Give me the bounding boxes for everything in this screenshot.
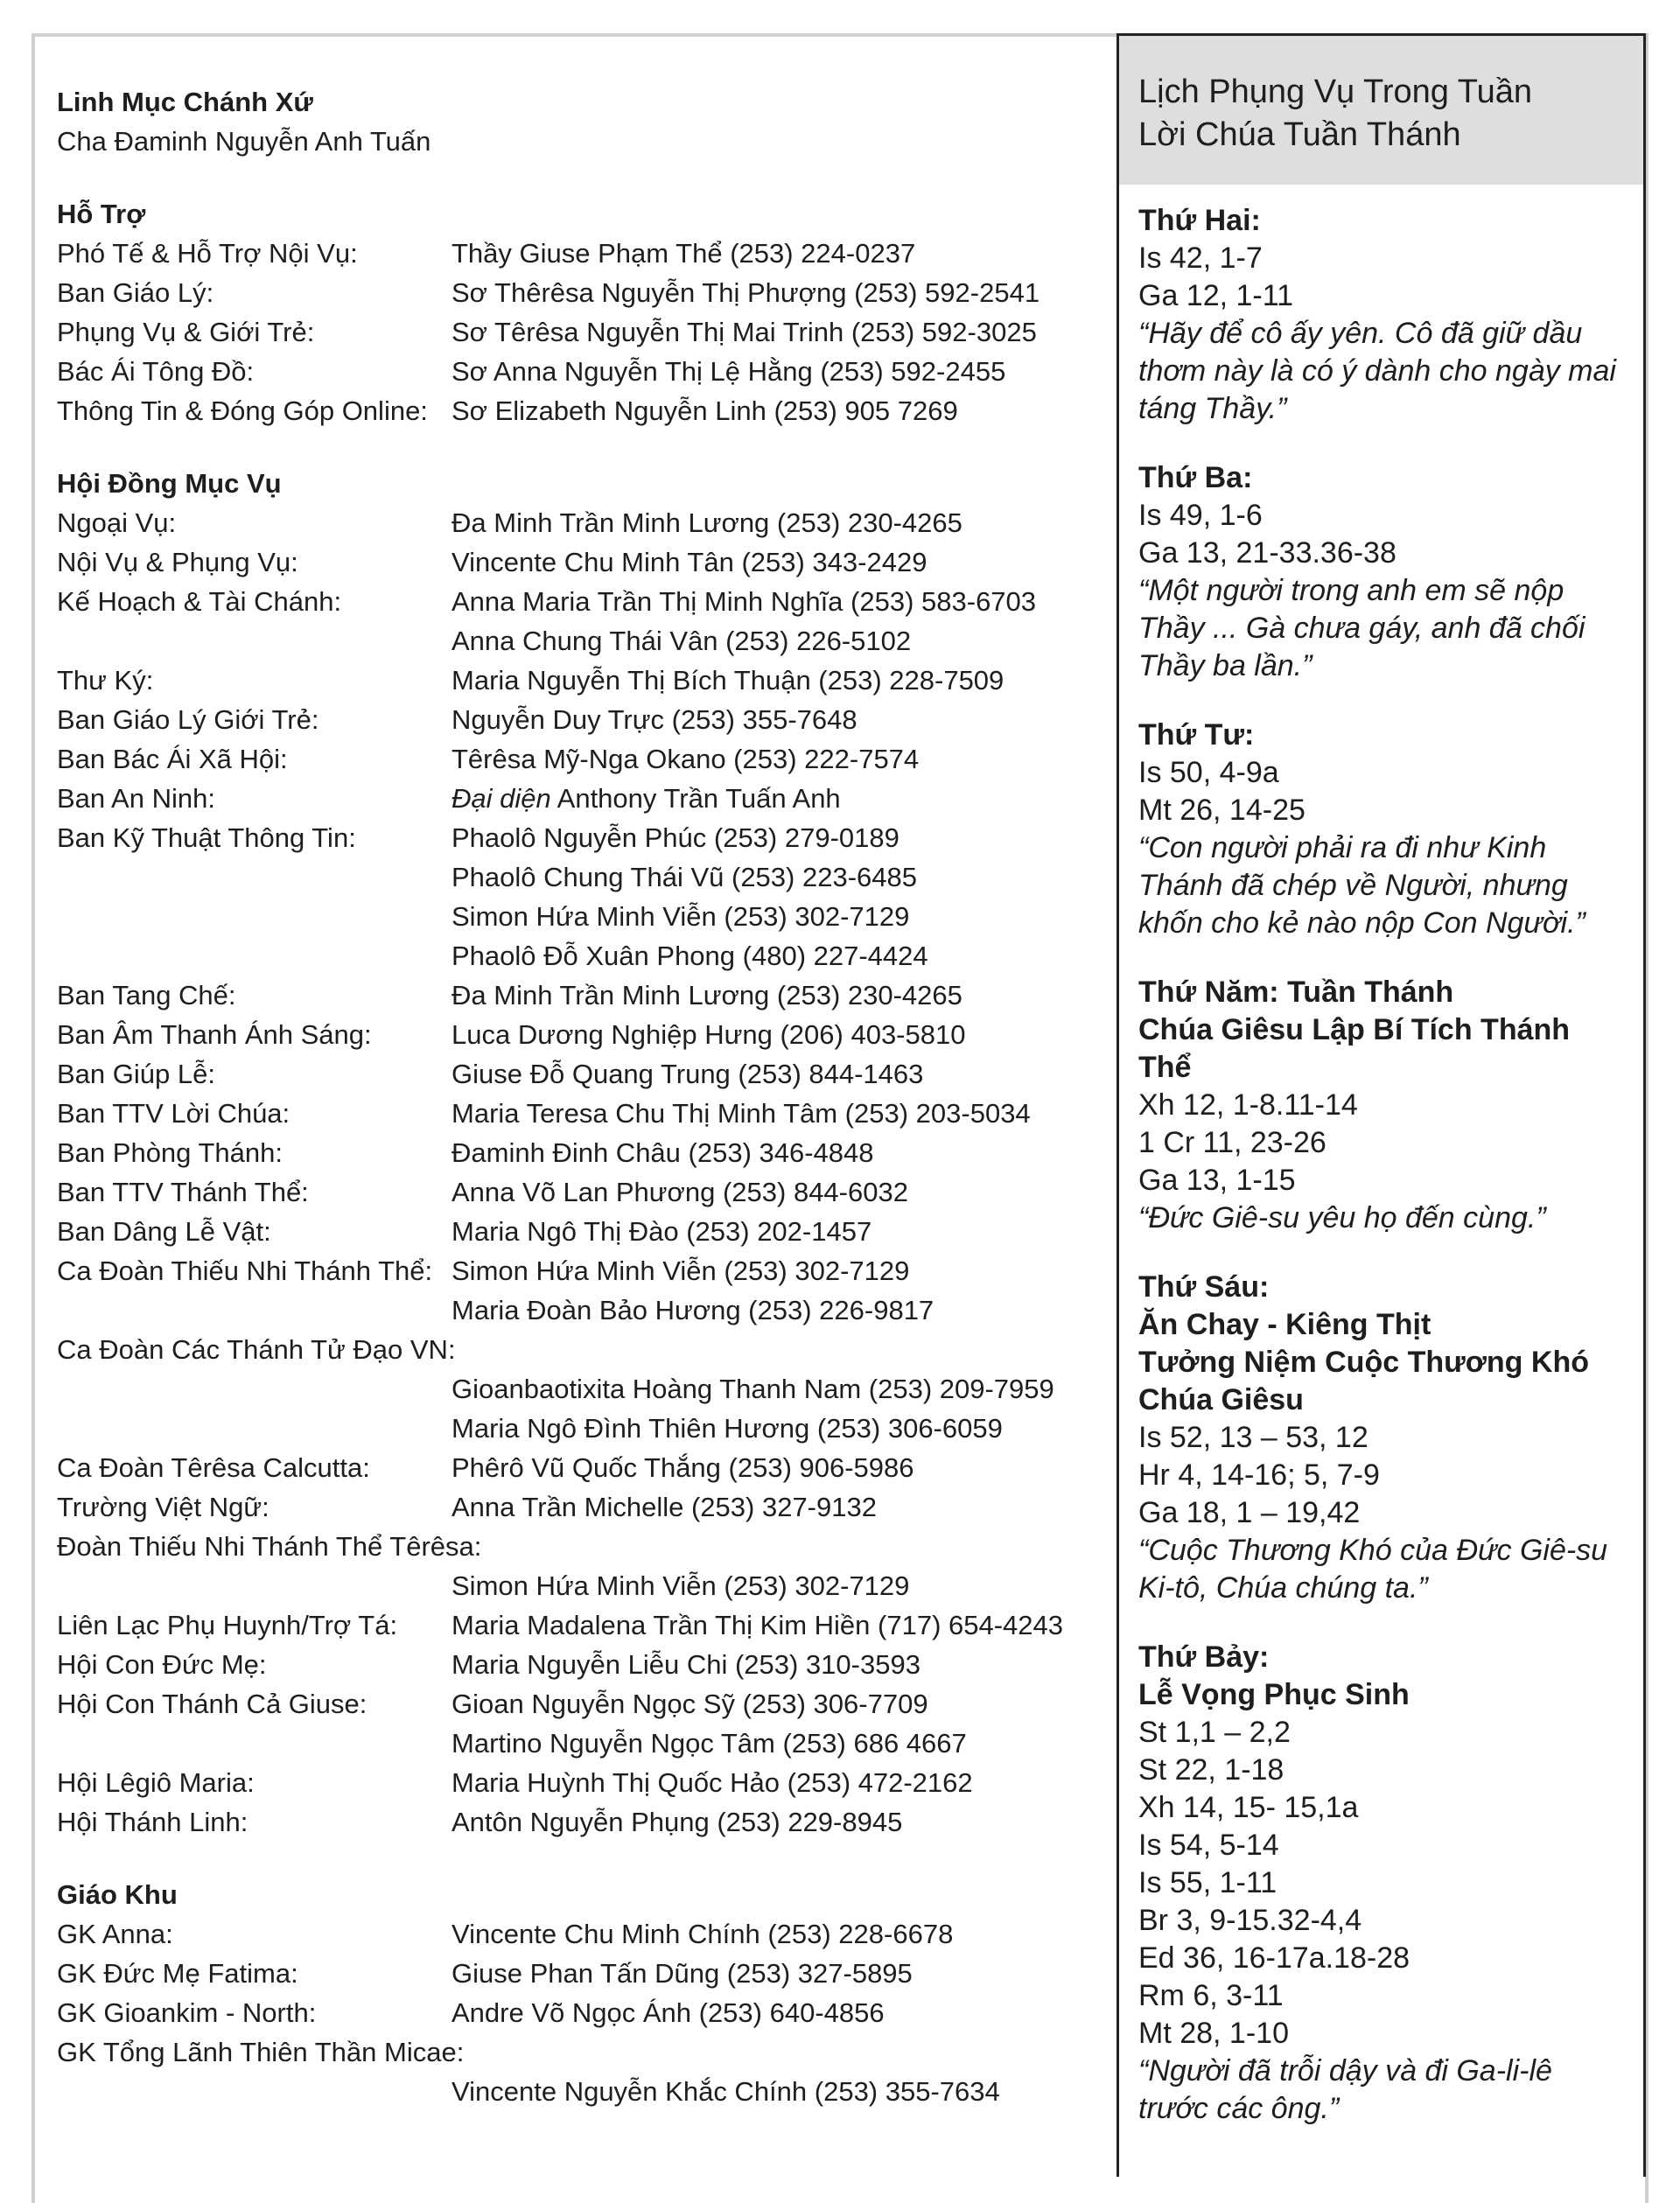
role-label: Ca Đoàn Thiếu Nhi Thánh Thể: bbox=[57, 1255, 433, 1286]
pastor-section bbox=[57, 82, 1107, 161]
liturgy-title-line1: Lịch Phụng Vụ Trong Tuần bbox=[1138, 73, 1532, 110]
contact-person: Maria Ngô Thị Đào (253) 202-1457 bbox=[452, 1216, 872, 1247]
role-label: Ban Giáo Lý: bbox=[57, 277, 214, 308]
scripture-reading: Xh 14, 15- 15,1a bbox=[1138, 1791, 1359, 1824]
contact-person: Sơ Têrêsa Nguyễn Thị Mai Trinh (253) 592-3025 bbox=[452, 317, 1037, 347]
role-label: Hội Con Thánh Cả Giuse: bbox=[57, 1689, 368, 1719]
scripture-reading: Ga 12, 1-11 bbox=[1138, 279, 1294, 312]
liturgy-day bbox=[1138, 717, 1624, 942]
council-row bbox=[57, 503, 1107, 542]
council-row bbox=[57, 1172, 1107, 1212]
council-row bbox=[57, 1448, 1107, 1487]
contact-person: Maria Nguyễn Liễu Chi (253) 310-3593 bbox=[452, 1649, 920, 1680]
contact-person: Têrêsa Mỹ-Nga Okano (253) 222-7574 bbox=[452, 744, 920, 774]
support-row bbox=[57, 391, 1107, 430]
contact-person: Vincente Nguyễn Khắc Chính (253) 355-7634 bbox=[452, 2076, 1000, 2107]
contact-person: Antôn Nguyễn Phụng (253) 229-8945 bbox=[452, 1807, 903, 1837]
role-label: GK Anna: bbox=[57, 1919, 173, 1949]
council-row bbox=[57, 1566, 1107, 1605]
contact-person: Martino Nguyễn Ngọc Tâm (253) 686 4667 bbox=[452, 1728, 967, 1759]
day-heading: Thứ Hai: bbox=[1138, 204, 1261, 237]
contact-person: Đa Minh Trần Minh Lương (253) 230-4265 bbox=[452, 980, 962, 1011]
council-row bbox=[57, 582, 1107, 621]
contact-person: Gioanbaotixita Hoàng Thanh Nam (253) 209-7959 bbox=[452, 1374, 1054, 1404]
council-row bbox=[57, 1133, 1107, 1172]
contact-person: Maria Đoàn Bảo Hương (253) 226-9817 bbox=[452, 1295, 934, 1325]
liturgy-day bbox=[1138, 1269, 1624, 1607]
contact-person: Simon Hứa Minh Viễn (253) 302-7129 bbox=[452, 1255, 910, 1286]
council-row bbox=[57, 976, 1107, 1015]
contact-person: Maria Ngô Đình Thiên Hương (253) 306-6059 bbox=[452, 1413, 1003, 1444]
contact-person: Anna Trần Michelle (253) 327-9132 bbox=[452, 1492, 877, 1522]
zones-heading: Giáo Khu bbox=[57, 1879, 178, 1910]
council-row bbox=[57, 700, 1107, 739]
contact-person: Vincente Chu Minh Tân (253) 343-2429 bbox=[452, 547, 928, 577]
contact-person: Sơ Thêrêsa Nguyễn Thị Phượng (253) 592-2541 bbox=[452, 277, 1040, 308]
role-label: Bác Ái Tông Đồ: bbox=[57, 356, 255, 387]
gospel-quote: “Con người phải ra đi như Kinh Thánh đã chép về Người, nhưng khốn cho kẻ nào nộp Con Người.” bbox=[1138, 831, 1586, 940]
role-label: Ban Phòng Thánh: bbox=[57, 1137, 283, 1168]
zone-row bbox=[57, 2072, 1107, 2111]
council-row bbox=[57, 857, 1107, 897]
contact-person: Phêrô Vũ Quốc Thắng (253) 906-5986 bbox=[452, 1452, 914, 1483]
council-row bbox=[57, 1645, 1107, 1684]
role-label: Ban Dâng Lễ Vật: bbox=[57, 1216, 271, 1247]
support-section bbox=[57, 194, 1107, 430]
role-label: Liên Lạc Phụ Huynh/Trợ Tá: bbox=[57, 1610, 398, 1640]
contact-person: Maria Teresa Chu Thị Minh Tâm (253) 203-5034 bbox=[452, 1098, 1031, 1129]
role-label: Ban Kỹ Thuật Thông Tin: bbox=[57, 822, 356, 853]
council-row bbox=[57, 1763, 1107, 1802]
gospel-quote: “Người đã trỗi dậy và đi Ga-li-lê trước các ông.” bbox=[1138, 2054, 1552, 2125]
zone-row bbox=[57, 2032, 1107, 2072]
role-label: Ca Đoàn Têrêsa Calcutta: bbox=[57, 1452, 370, 1483]
contact-person: Phaolô Đỗ Xuân Phong (480) 227-4424 bbox=[452, 941, 928, 971]
role-label: GK Gioankim - North: bbox=[57, 1997, 317, 2028]
role-label: Ngoại Vụ: bbox=[57, 507, 177, 538]
scripture-reading: Ed 36, 16-17a.18-28 bbox=[1138, 1941, 1410, 1975]
gospel-quote: “Một người trong anh em sẽ nộp Thầy ... Gà chưa gáy, anh đã chối Thầy ba lần.” bbox=[1138, 574, 1586, 682]
liturgy-calendar-box bbox=[1116, 33, 1646, 2177]
day-heading: Thứ Tư: bbox=[1138, 718, 1255, 752]
council-row bbox=[57, 1094, 1107, 1133]
scripture-reading: Ga 13, 1-15 bbox=[1138, 1164, 1296, 1197]
role-label: Ban TTV Lời Chúa: bbox=[57, 1098, 290, 1129]
scripture-reading: Xh 12, 1-8.11-14 bbox=[1138, 1088, 1358, 1122]
council-row bbox=[57, 1054, 1107, 1094]
role-label: Ban An Ninh: bbox=[57, 783, 215, 814]
council-row bbox=[57, 1015, 1107, 1054]
gospel-quote: “Hãy để cô ấy yên. Cô đã giữ dầu thơm này là có ý dành cho ngày mai táng Thầy.” bbox=[1138, 317, 1616, 425]
scripture-reading: Is 52, 13 – 53, 12 bbox=[1138, 1421, 1368, 1454]
contact-person: Giuse Phan Tấn Dũng (253) 327-5895 bbox=[452, 1958, 913, 1989]
scripture-reading: Ga 18, 1 – 19,42 bbox=[1138, 1496, 1361, 1529]
council-row bbox=[57, 1487, 1107, 1527]
day-heading: Thứ Bảy: bbox=[1138, 1640, 1270, 1674]
council-row bbox=[57, 779, 1107, 818]
council-row bbox=[57, 1724, 1107, 1763]
scripture-reading: Is 50, 4-9a bbox=[1138, 756, 1279, 789]
day-heading: Chúa Giêsu Lập Bí Tích Thánh Thể bbox=[1138, 1013, 1571, 1084]
contact-person: Đại diện Anthony Trần Tuấn Anh bbox=[452, 783, 841, 814]
scripture-reading: St 1,1 – 2,2 bbox=[1138, 1716, 1291, 1749]
gospel-quote: “Cuộc Thương Khó của Đức Giê-su Ki-tô, Chúa chúng ta.” bbox=[1138, 1534, 1608, 1605]
contact-person: Simon Hứa Minh Viễn (253) 302-7129 bbox=[452, 901, 910, 932]
day-heading: Lễ Vọng Phục Sinh bbox=[1138, 1678, 1410, 1711]
role-label: Hội Con Đức Mẹ: bbox=[57, 1649, 267, 1680]
support-row bbox=[57, 352, 1107, 391]
council-row bbox=[57, 936, 1107, 976]
support-heading: Hỗ Trợ bbox=[57, 199, 146, 229]
scripture-reading: Is 54, 5-14 bbox=[1138, 1829, 1279, 1862]
pastor-heading: Linh Mục Chánh Xứ bbox=[57, 87, 313, 117]
role-label: Ban Tang Chế: bbox=[57, 980, 236, 1011]
contact-person: Đa Minh Trần Minh Lương (253) 230-4265 bbox=[452, 507, 962, 538]
scripture-reading: Is 49, 1-6 bbox=[1138, 499, 1263, 532]
contact-person: Andre Võ Ngọc Ánh (253) 640-4856 bbox=[452, 1997, 885, 2028]
zone-row bbox=[57, 1914, 1107, 1954]
contact-person: Sơ Anna Nguyễn Thị Lệ Hằng (253) 592-2455 bbox=[452, 356, 1006, 387]
contact-person: Phaolô Nguyễn Phúc (253) 279-0189 bbox=[452, 822, 900, 853]
role-label: Ban TTV Thánh Thể: bbox=[57, 1177, 309, 1207]
role-label: Nội Vụ & Phụng Vụ: bbox=[57, 547, 298, 577]
day-heading: Ăn Chay - Kiêng Thịt bbox=[1138, 1308, 1432, 1341]
council-row bbox=[57, 818, 1107, 857]
liturgy-day bbox=[1138, 459, 1624, 685]
support-row bbox=[57, 234, 1107, 273]
role-label: Kế Hoạch & Tài Chánh: bbox=[57, 586, 342, 617]
contact-person: Luca Dương Nghiệp Hưng (206) 403-5810 bbox=[452, 1019, 966, 1050]
day-heading: Tưởng Niệm Cuộc Thương Khó Chúa Giêsu bbox=[1138, 1346, 1589, 1416]
liturgy-header bbox=[1119, 36, 1643, 185]
council-row bbox=[57, 897, 1107, 936]
scripture-reading: Rm 6, 3-11 bbox=[1138, 1979, 1284, 2012]
liturgy-day bbox=[1138, 1639, 1624, 2128]
council-row bbox=[57, 739, 1107, 779]
day-heading: Thứ Sáu: bbox=[1138, 1270, 1270, 1304]
contact-person: Maria Huỳnh Thị Quốc Hảo (253) 472-2162 bbox=[452, 1767, 973, 1798]
council-row bbox=[57, 1369, 1107, 1409]
contact-person: Vincente Chu Minh Chính (253) 228-6678 bbox=[452, 1919, 954, 1949]
support-row bbox=[57, 312, 1107, 352]
contact-person: Thầy Giuse Phạm Thể (253) 224-0237 bbox=[452, 238, 916, 269]
scripture-reading: Mt 26, 14-25 bbox=[1138, 794, 1306, 827]
staff-directory bbox=[57, 82, 1107, 2111]
zone-row bbox=[57, 1993, 1107, 2032]
role-label: Ban Âm Thanh Ánh Sáng: bbox=[57, 1019, 372, 1050]
council-row bbox=[57, 1251, 1107, 1290]
contact-person: Anna Võ Lan Phương (253) 844-6032 bbox=[452, 1177, 908, 1207]
contact-person: Giuse Đỗ Quang Trung (253) 844-1463 bbox=[452, 1059, 924, 1089]
support-row bbox=[57, 273, 1107, 312]
council-section bbox=[57, 464, 1107, 1842]
role-label: Thông Tin & Đóng Góp Online: bbox=[57, 395, 428, 426]
role-label: Phụng Vụ & Giới Trẻ: bbox=[57, 317, 315, 347]
gospel-quote: “Đức Giê-su yêu họ đến cùng.” bbox=[1138, 1201, 1546, 1234]
role-label: Trường Việt Ngữ: bbox=[57, 1492, 270, 1522]
contact-person: Phaolô Chung Thái Vũ (253) 223-6485 bbox=[452, 862, 917, 892]
role-label: Hội Thánh Linh: bbox=[57, 1807, 248, 1837]
liturgy-days bbox=[1119, 185, 1643, 2128]
liturgy-day bbox=[1138, 974, 1624, 1237]
scripture-reading: Ga 13, 21-33.36-38 bbox=[1138, 536, 1396, 570]
role-label: Hội Lêgiô Maria: bbox=[57, 1767, 255, 1798]
scripture-reading: 1 Cr 11, 23-26 bbox=[1138, 1126, 1326, 1159]
scripture-reading: Br 3, 9-15.32-4,4 bbox=[1138, 1904, 1362, 1937]
council-row bbox=[57, 1684, 1107, 1724]
role-label: Đoàn Thiếu Nhi Thánh Thể Têrêsa: bbox=[57, 1531, 482, 1562]
role-label: Thư Ký: bbox=[57, 665, 154, 696]
council-row bbox=[57, 1290, 1107, 1330]
contact-person: Nguyễn Duy Trực (253) 355-7648 bbox=[452, 704, 858, 735]
council-row bbox=[57, 542, 1107, 582]
contact-person: Maria Madalena Trần Thị Kim Hiền (717) 654-4243 bbox=[452, 1610, 1064, 1640]
scripture-reading: St 22, 1-18 bbox=[1138, 1753, 1284, 1787]
council-row bbox=[57, 1527, 1107, 1566]
contact-person: Sơ Elizabeth Nguyễn Linh (253) 905 7269 bbox=[452, 395, 958, 426]
council-row bbox=[57, 1330, 1107, 1369]
contact-person: Gioan Nguyễn Ngọc Sỹ (253) 306-7709 bbox=[452, 1689, 928, 1719]
council-row bbox=[57, 661, 1107, 700]
contact-person: Đaminh Đinh Châu (253) 346-4848 bbox=[452, 1137, 874, 1168]
council-row bbox=[57, 621, 1107, 661]
contact-person: Anna Chung Thái Vân (253) 226-5102 bbox=[452, 626, 912, 656]
contact-person: Maria Nguyễn Thị Bích Thuận (253) 228-7509 bbox=[452, 665, 1004, 696]
representative-label: Đại diện bbox=[452, 783, 551, 814]
role-label: Ban Giúp Lễ: bbox=[57, 1059, 215, 1089]
liturgy-title-line2: Lời Chúa Tuần Thánh bbox=[1138, 116, 1461, 153]
council-row bbox=[57, 1212, 1107, 1251]
council-heading: Hội Đồng Mục Vụ bbox=[57, 468, 282, 499]
contact-person: Anna Maria Trần Thị Minh Nghĩa (253) 583-6703 bbox=[452, 586, 1037, 617]
zones-section bbox=[57, 1875, 1107, 2111]
council-row bbox=[57, 1802, 1107, 1842]
role-label: GK Đức Mẹ Fatima: bbox=[57, 1958, 298, 1989]
role-label: Ban Bác Ái Xã Hội: bbox=[57, 744, 288, 774]
day-heading: Thứ Năm: Tuần Thánh bbox=[1138, 976, 1454, 1009]
contact-person: Simon Hứa Minh Viễn (253) 302-7129 bbox=[452, 1570, 910, 1601]
scripture-reading: Mt 28, 1-10 bbox=[1138, 2017, 1289, 2050]
council-row bbox=[57, 1409, 1107, 1448]
scripture-reading: Is 55, 1-11 bbox=[1138, 1866, 1278, 1899]
council-row bbox=[57, 1605, 1107, 1645]
day-heading: Thứ Ba: bbox=[1138, 461, 1253, 494]
scripture-reading: Is 42, 1-7 bbox=[1138, 241, 1263, 275]
liturgy-day bbox=[1138, 202, 1624, 428]
pastor-name: Cha Đaminh Nguyễn Anh Tuấn bbox=[57, 126, 431, 157]
role-label: Ban Giáo Lý Giới Trẻ: bbox=[57, 704, 319, 735]
zone-row bbox=[57, 1954, 1107, 1993]
role-label: GK Tổng Lãnh Thiên Thần Micae: bbox=[57, 2037, 465, 2067]
role-label: Ca Đoàn Các Thánh Tử Đạo VN: bbox=[57, 1334, 456, 1365]
scripture-reading: Hr 4, 14-16; 5, 7-9 bbox=[1138, 1458, 1380, 1492]
role-label: Phó Tế & Hỗ Trợ Nội Vụ: bbox=[57, 238, 358, 269]
